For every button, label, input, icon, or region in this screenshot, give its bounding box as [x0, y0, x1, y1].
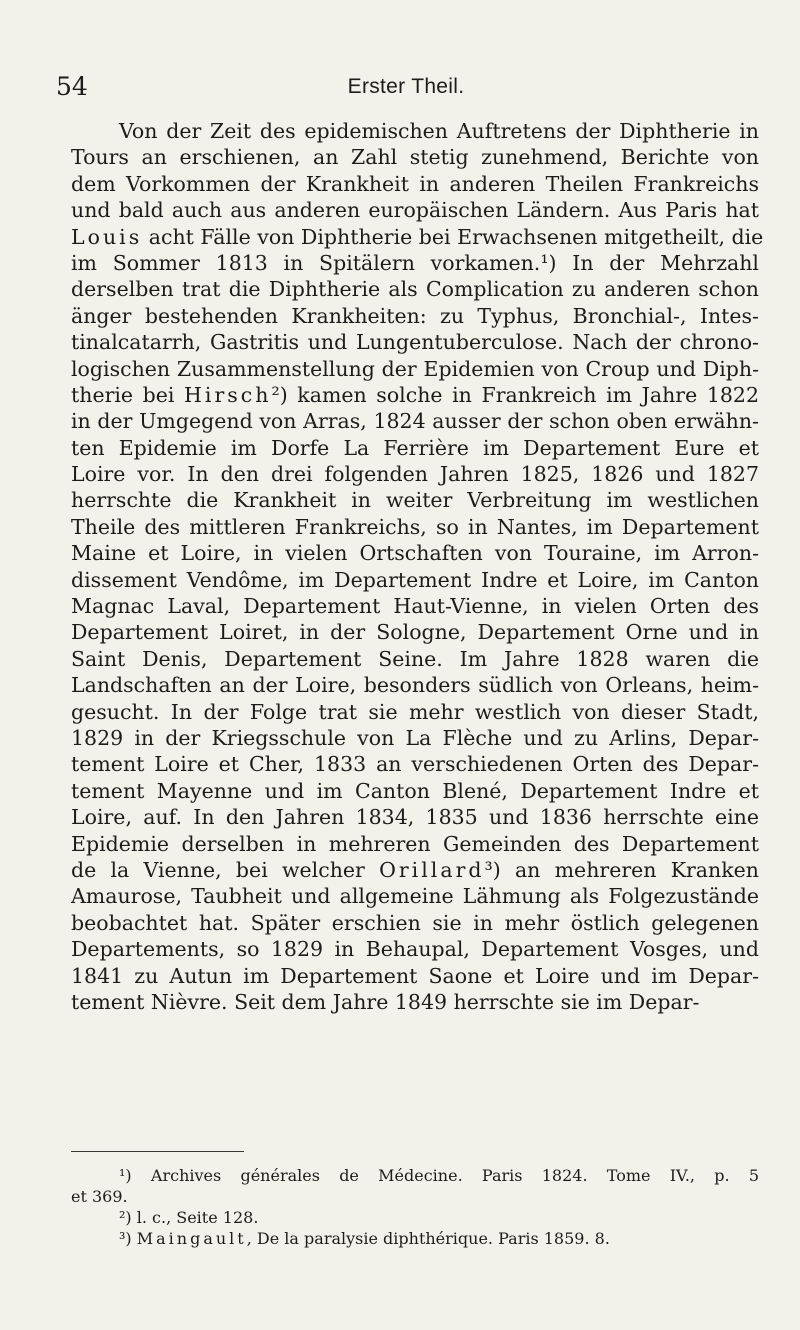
text-line: im Sommer 1813 in Spitälern vorkamen.¹) In der Mehrzahl	[71, 250, 759, 275]
text-line: tinalcatarrh, Gastritis und Lungentuberculose. Nach der chrono-	[71, 330, 759, 355]
text-line: tement Nièvre. Seit dem Jahre 1849 herrschte sie im Depar-	[71, 989, 700, 1014]
text-line: logischen Zusammenstellung der Epidemien von Croup und Diph-	[71, 356, 759, 381]
text-line: tement Mayenne und im Canton Blené, Departement Indre et	[71, 778, 759, 803]
text-line: 1829 in der Kriegsschule von La Flèche und zu Arlins, Depar-	[71, 725, 759, 750]
text-line: Saint Denis, Departement Seine. Im Jahre 1828 waren die	[71, 646, 759, 671]
text-line: Landschaften an der Loire, besonders südlich von Orleans, heim-	[71, 673, 759, 698]
footnote-line: et 369.	[71, 1187, 128, 1206]
text-line: Departement Loiret, in der Sologne, Departement Orne und in	[71, 620, 759, 645]
footnote-line: ³) Maingault, De la paralysie diphthérique. Paris 1859. 8.	[119, 1229, 610, 1248]
text-line: de la Vienne, bei welcher Orillard³) an mehreren Kranken	[71, 857, 759, 882]
footnotes	[71, 1165, 759, 1249]
text-line: Loire vor. In den drei folgenden Jahren 1825, 1826 und 1827	[71, 462, 759, 487]
footnote-line: ²) l. c., Seite 128.	[119, 1208, 259, 1227]
text-line: beobachtet hat. Später erschien sie in mehr östlich gelegenen	[71, 910, 759, 935]
text-line: Magnac Laval, Departement Haut-Vienne, in vielen Orten des	[71, 594, 759, 619]
text-line: änger bestehenden Krankheiten: zu Typhus, Bronchial-, Intes-	[71, 303, 759, 328]
text-line: herrschte die Krankheit in weiter Verbreitung im westlichen	[71, 488, 759, 513]
text-line: Theile des mittleren Frankreichs, so in Nantes, im Departement	[71, 514, 759, 539]
page-number: 54	[56, 72, 88, 101]
text-line: tement Loire et Cher, 1833 an verschiedenen Orten des Depar-	[71, 752, 759, 777]
footnote-rule	[71, 1151, 244, 1152]
text-line: 1841 zu Autun im Departement Saone et Loire und im Depar-	[71, 963, 759, 988]
text-line: ten Epidemie im Dorfe La Ferrière im Departement Eure et	[71, 435, 759, 460]
text-line: und bald auch aus anderen europäischen Ländern. Aus Paris hat	[71, 198, 759, 223]
body-paragraph	[71, 118, 764, 1015]
text-line: in der Umgegend von Arras, 1824 ausser der schon oben erwähn-	[71, 409, 759, 434]
text-line: Louis acht Fälle von Diphtherie bei Erwachsenen mitgetheilt, die	[71, 224, 764, 249]
text-line: dissement Vendôme, im Departement Indre et Loire, im Canton	[71, 567, 759, 592]
text-line: Amaurose, Taubheit und allgemeine Lähmung als Folgezustände	[71, 884, 759, 909]
text-line: derselben trat die Diphtherie als Complication zu anderen schon	[71, 277, 759, 302]
footnote-line: ¹) Archives générales de Médecine. Paris 1824. Tome IV., p. 5	[119, 1166, 759, 1185]
text-line: Epidemie derselben in mehreren Gemeinden des Departement	[71, 831, 759, 856]
text-line: dem Vorkommen der Krankheit in anderen Theilen Frankreichs	[71, 171, 759, 196]
text-line: gesucht. In der Folge trat sie mehr westlich von dieser Stadt,	[71, 699, 759, 724]
text-line: Von der Zeit des epidemischen Auftretens der Diphtherie in	[119, 119, 759, 143]
text-line: therie bei Hirsch²) kamen solche in Frankreich im Jahre 1822	[71, 382, 759, 407]
text-line: Tours an erschienen, an Zahl stetig zunehmend, Berichte von	[71, 145, 759, 170]
page-header	[56, 72, 756, 102]
running-title: Erster Theil.	[347, 75, 465, 98]
text-line: Loire, auf. In den Jahren 1834, 1835 und 1836 herrschte eine	[71, 805, 759, 830]
text-line: Maine et Loire, in vielen Ortschaften von Touraine, im Arron-	[71, 541, 759, 566]
text-line: Departements, so 1829 in Behaupal, Departement Vosges, und	[71, 937, 759, 962]
